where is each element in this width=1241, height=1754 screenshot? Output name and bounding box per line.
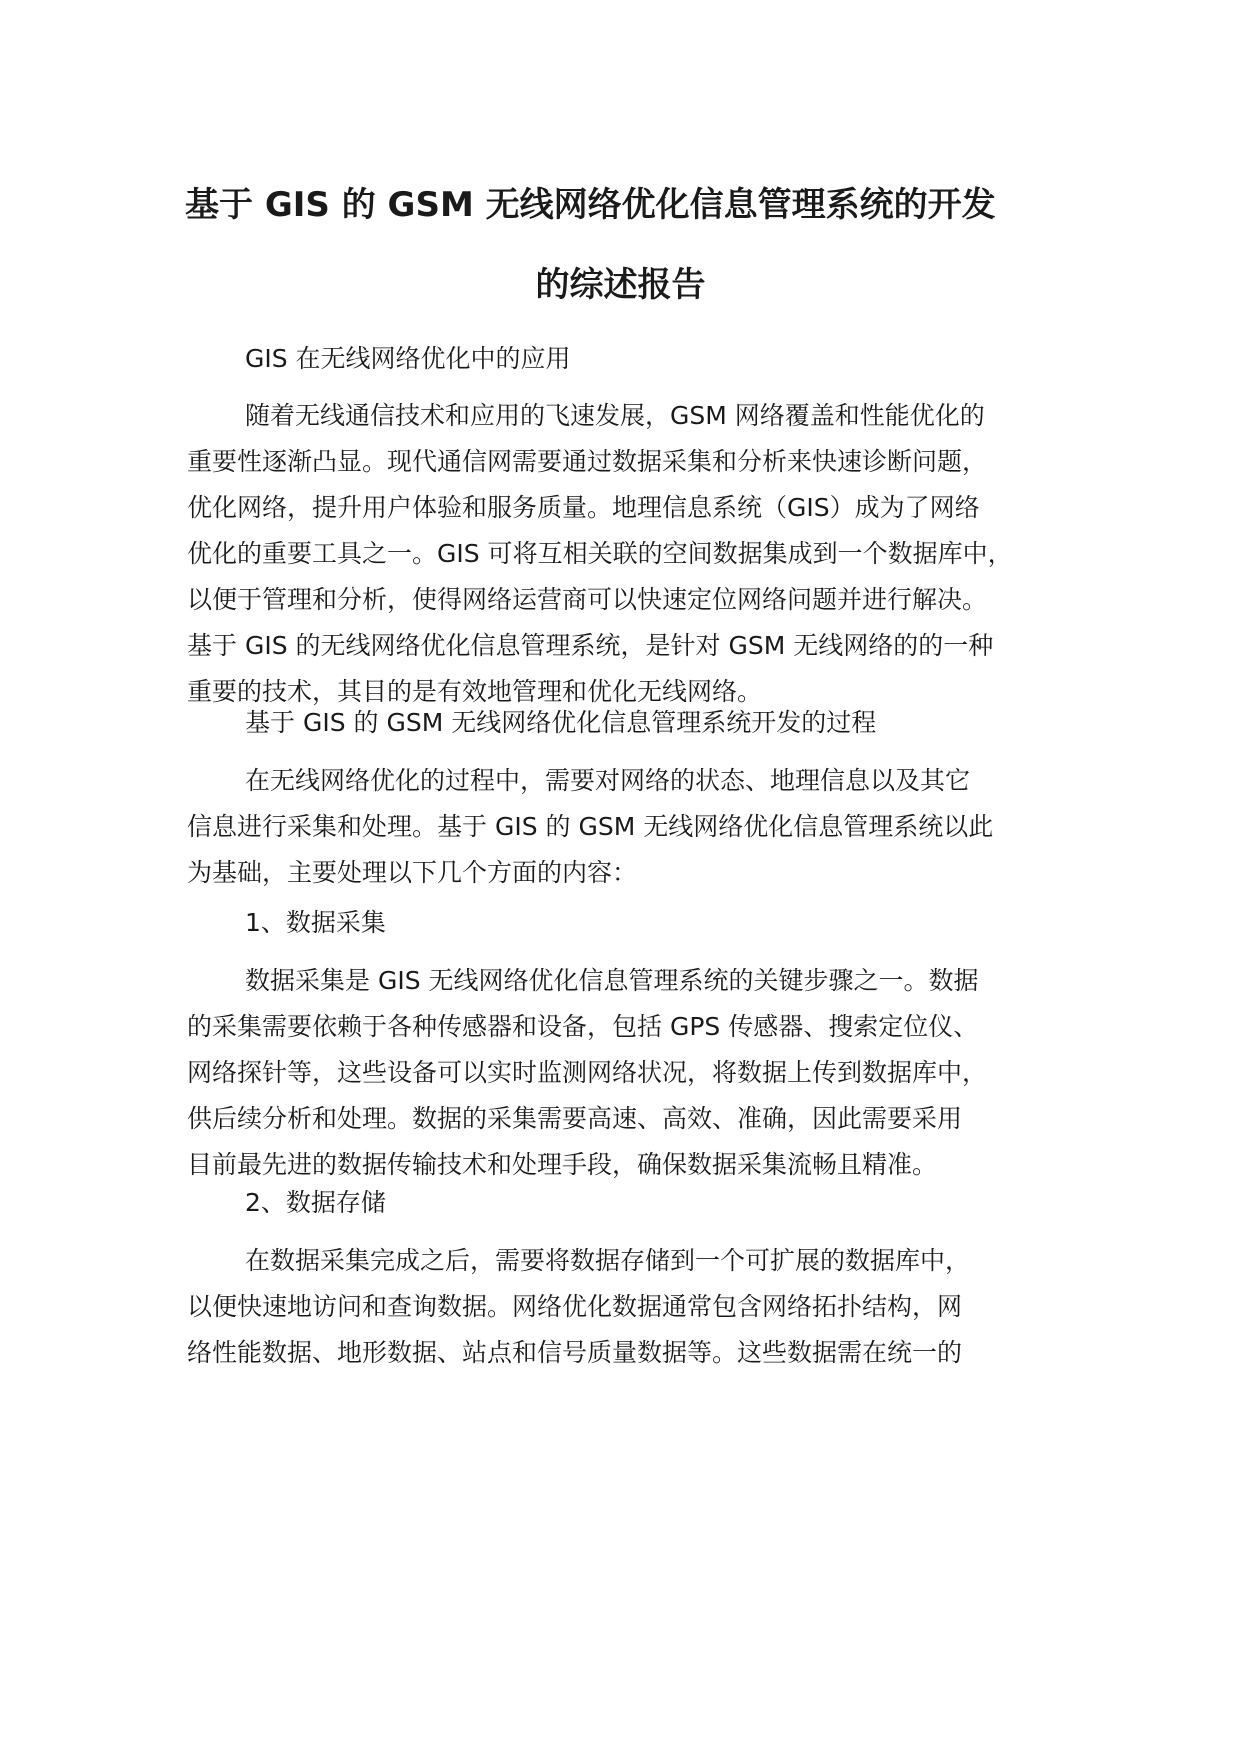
paragraph-line: 信息进行采集和处理。基于 GIS 的 GSM 无线网络优化信息管理系统以此	[187, 812, 994, 841]
paragraph-development-process	[187, 758, 1087, 896]
section-heading-gis-application	[187, 336, 1087, 382]
paragraph-line: 以便于管理和分析，使得网络运营商可以快速定位网络问题并进行解决。	[187, 585, 988, 614]
paragraph-line: 基于 GIS 的无线网络优化信息管理系统，是针对 GSM 无线网络的的一种	[187, 631, 994, 660]
paragraph-data-collection	[187, 958, 1087, 1188]
section-heading-data-storage	[187, 1180, 1087, 1226]
section-heading: 基于 GIS 的 GSM 无线网络优化信息管理系统开发的过程	[245, 708, 877, 737]
paragraph-line: 重要的技术，其目的是有效地管理和优化无线网络。	[187, 677, 763, 706]
paragraph-line: 为基础，主要处理以下几个方面的内容：	[187, 858, 638, 887]
paragraph-line: 目前最先进的数据传输技术和处理手段，确保数据采集流畅且精准。	[187, 1150, 938, 1179]
paragraph-line: 在无线网络优化的过程中，需要对网络的状态、地理信息以及其它	[245, 766, 971, 795]
section-heading-data-collection	[187, 900, 1087, 946]
section-heading: 2、数据存储	[245, 1188, 386, 1217]
paragraph-line: 供后续分析和处理。数据的采集需要高速、高效、准确，因此需要采用	[187, 1104, 963, 1133]
paragraph-line: 网络探针等，这些设备可以实时监测网络状况，将数据上传到数据库中，	[187, 1058, 988, 1087]
paragraph-line: 的采集需要依赖于各种传感器和设备，包括 GPS 传感器、搜索定位仪、	[187, 1012, 979, 1041]
paragraph-line: 在数据采集完成之后，需要将数据存储到一个可扩展的数据库中，	[245, 1246, 971, 1275]
paragraph-line: 随着无线通信技术和应用的飞速发展，GSM 网络覆盖和性能优化的	[245, 401, 985, 430]
document-title-line-1: 基于 GIS 的 GSM 无线网络优化信息管理系统的开发	[185, 185, 996, 225]
section-heading: GIS 在无线网络优化中的应用	[245, 344, 571, 373]
paragraph-line: 数据采集是 GIS 无线网络优化信息管理系统的关键步骤之一。数据	[245, 966, 979, 995]
paragraph-line: 络性能数据、地形数据、站点和信号质量数据等。这些数据需在统一的	[187, 1338, 963, 1367]
paragraph-line: 优化网络，提升用户体验和服务质量。地理信息系统（GIS）成为了网络	[187, 493, 980, 522]
paragraph-line: 优化的重要工具之一。GIS 可将互相关联的空间数据集成到一个数据库中，	[187, 539, 1013, 568]
section-heading: 1、数据采集	[245, 908, 386, 937]
paragraph-line: 以便快速地访问和查询数据。网络优化数据通常包含网络拓扑结构，网	[187, 1292, 963, 1321]
document-title-line-2: 的综述报告	[535, 265, 706, 305]
paragraph-line: 重要性逐渐凸显。现代通信网需要通过数据采集和分析来快速诊断问题，	[187, 447, 988, 476]
paragraph-data-storage	[187, 1238, 1087, 1376]
paragraph-gis-application	[187, 393, 1087, 715]
section-heading-development-process	[187, 700, 1087, 746]
